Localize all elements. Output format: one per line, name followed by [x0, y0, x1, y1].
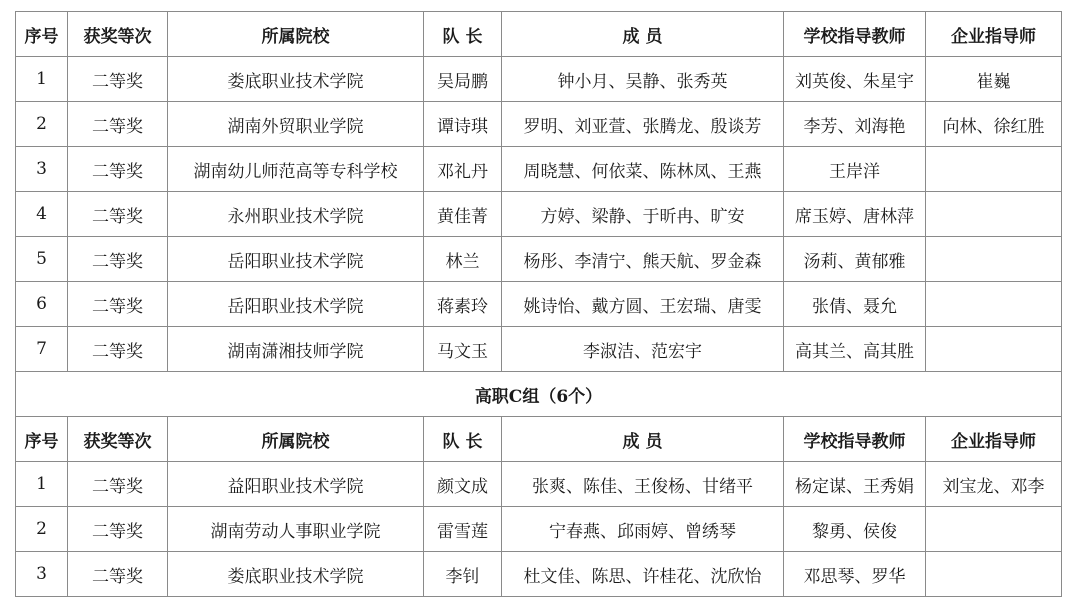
cell-school: 岳阳职业技术学院 [168, 282, 424, 327]
cell-award: 二等奖 [68, 237, 168, 282]
cell-captain: 雷雪莲 [424, 507, 502, 552]
cell-teacher: 邓思琴、罗华 [784, 552, 926, 597]
cell-captain: 颜文成 [424, 462, 502, 507]
cell-school: 娄底职业技术学院 [168, 552, 424, 597]
cell-school: 湖南幼儿师范高等专科学校 [168, 147, 424, 192]
cell-mentor: 刘宝龙、邓李 [926, 462, 1062, 507]
cell-teacher: 汤莉、黄郁雅 [784, 237, 926, 282]
header-cell-captain: 队 长 [424, 12, 502, 57]
cell-school: 湖南潇湘技师学院 [168, 327, 424, 372]
cell-no: 3 [16, 147, 68, 192]
header-cell-mentor: 企业指导师 [926, 12, 1062, 57]
cell-teacher: 张倩、聂允 [784, 282, 926, 327]
header-cell-school: 所属院校 [168, 417, 424, 462]
cell-members: 张爽、陈佳、王俊杨、甘绪平 [502, 462, 784, 507]
table-row [16, 192, 1062, 237]
header-cell-no: 序号 [16, 417, 68, 462]
cell-award: 二等奖 [68, 327, 168, 372]
cell-award: 二等奖 [68, 192, 168, 237]
header-cell-school: 所属院校 [168, 12, 424, 57]
cell-mentor: 崔巍 [926, 57, 1062, 102]
cell-no: 4 [16, 192, 68, 237]
header-cell-members: 成 员 [502, 12, 784, 57]
cell-mentor [926, 327, 1062, 372]
header-row [16, 12, 1062, 57]
header-cell-teacher: 学校指导教师 [784, 417, 926, 462]
cell-award: 二等奖 [68, 462, 168, 507]
cell-school: 娄底职业技术学院 [168, 57, 424, 102]
cell-captain: 黄佳菁 [424, 192, 502, 237]
cell-mentor [926, 192, 1062, 237]
table-row [16, 237, 1062, 282]
table-row [16, 147, 1062, 192]
cell-captain: 蒋素玲 [424, 282, 502, 327]
table-row [16, 507, 1062, 552]
cell-school: 岳阳职业技术学院 [168, 237, 424, 282]
cell-school: 永州职业技术学院 [168, 192, 424, 237]
cell-school: 湖南外贸职业学院 [168, 102, 424, 147]
cell-members: 姚诗怡、戴方圆、王宏瑞、唐雯 [502, 282, 784, 327]
cell-no: 7 [16, 327, 68, 372]
cell-teacher: 王岸洋 [784, 147, 926, 192]
group-title: 高职C组（6个） [16, 372, 1062, 417]
cell-captain: 马文玉 [424, 327, 502, 372]
table-row [16, 57, 1062, 102]
table-row [16, 462, 1062, 507]
table-row [16, 282, 1062, 327]
group-body [16, 372, 1062, 462]
group-title-row [16, 372, 1062, 417]
table-row [16, 552, 1062, 597]
cell-mentor [926, 147, 1062, 192]
header-cell-members: 成 员 [502, 417, 784, 462]
header-cell-award: 获奖等次 [68, 12, 168, 57]
cell-captain: 吴局鹏 [424, 57, 502, 102]
section1-rows [16, 57, 1062, 372]
cell-mentor [926, 552, 1062, 597]
cell-award: 二等奖 [68, 102, 168, 147]
cell-teacher: 李芳、刘海艳 [784, 102, 926, 147]
cell-captain: 李钊 [424, 552, 502, 597]
cell-no: 3 [16, 552, 68, 597]
cell-mentor [926, 237, 1062, 282]
cell-captain: 谭诗琪 [424, 102, 502, 147]
section2-rows [16, 462, 1062, 597]
cell-no: 1 [16, 57, 68, 102]
cell-members: 方婷、梁静、于昕冉、旷安 [502, 192, 784, 237]
cell-award: 二等奖 [68, 507, 168, 552]
cell-members: 杨彤、李清宁、熊天航、罗金森 [502, 237, 784, 282]
cell-no: 5 [16, 237, 68, 282]
section1-body [16, 12, 1062, 57]
cell-members: 李淑洁、范宏宇 [502, 327, 784, 372]
cell-no: 6 [16, 282, 68, 327]
cell-no: 2 [16, 507, 68, 552]
cell-school: 益阳职业技术学院 [168, 462, 424, 507]
cell-members: 罗明、刘亚萱、张腾龙、殷谈芳 [502, 102, 784, 147]
header-cell-teacher: 学校指导教师 [784, 12, 926, 57]
cell-teacher: 刘英俊、朱星宇 [784, 57, 926, 102]
table-row [16, 327, 1062, 372]
header-cell-captain: 队 长 [424, 417, 502, 462]
cell-teacher: 黎勇、侯俊 [784, 507, 926, 552]
cell-award: 二等奖 [68, 147, 168, 192]
header-row [16, 417, 1062, 462]
cell-members: 杜文佳、陈思、许桂花、沈欣怡 [502, 552, 784, 597]
table-row [16, 102, 1062, 147]
cell-teacher: 杨定谋、王秀娟 [784, 462, 926, 507]
cell-captain: 邓礼丹 [424, 147, 502, 192]
header-cell-mentor: 企业指导师 [926, 417, 1062, 462]
cell-members: 周晓慧、何依菜、陈林凤、王燕 [502, 147, 784, 192]
cell-no: 2 [16, 102, 68, 147]
cell-mentor: 向林、徐红胜 [926, 102, 1062, 147]
cell-award: 二等奖 [68, 57, 168, 102]
header-cell-no: 序号 [16, 12, 68, 57]
cell-mentor [926, 282, 1062, 327]
cell-no: 1 [16, 462, 68, 507]
cell-mentor [926, 507, 1062, 552]
cell-members: 宁春燕、邱雨婷、曾绣琴 [502, 507, 784, 552]
cell-teacher: 高其兰、高其胜 [784, 327, 926, 372]
cell-members: 钟小月、吴静、张秀英 [502, 57, 784, 102]
cell-school: 湖南劳动人事职业学院 [168, 507, 424, 552]
award-table [15, 11, 1062, 597]
cell-captain: 林兰 [424, 237, 502, 282]
cell-award: 二等奖 [68, 282, 168, 327]
cell-teacher: 席玉婷、唐林萍 [784, 192, 926, 237]
cell-award: 二等奖 [68, 552, 168, 597]
header-cell-award: 获奖等次 [68, 417, 168, 462]
